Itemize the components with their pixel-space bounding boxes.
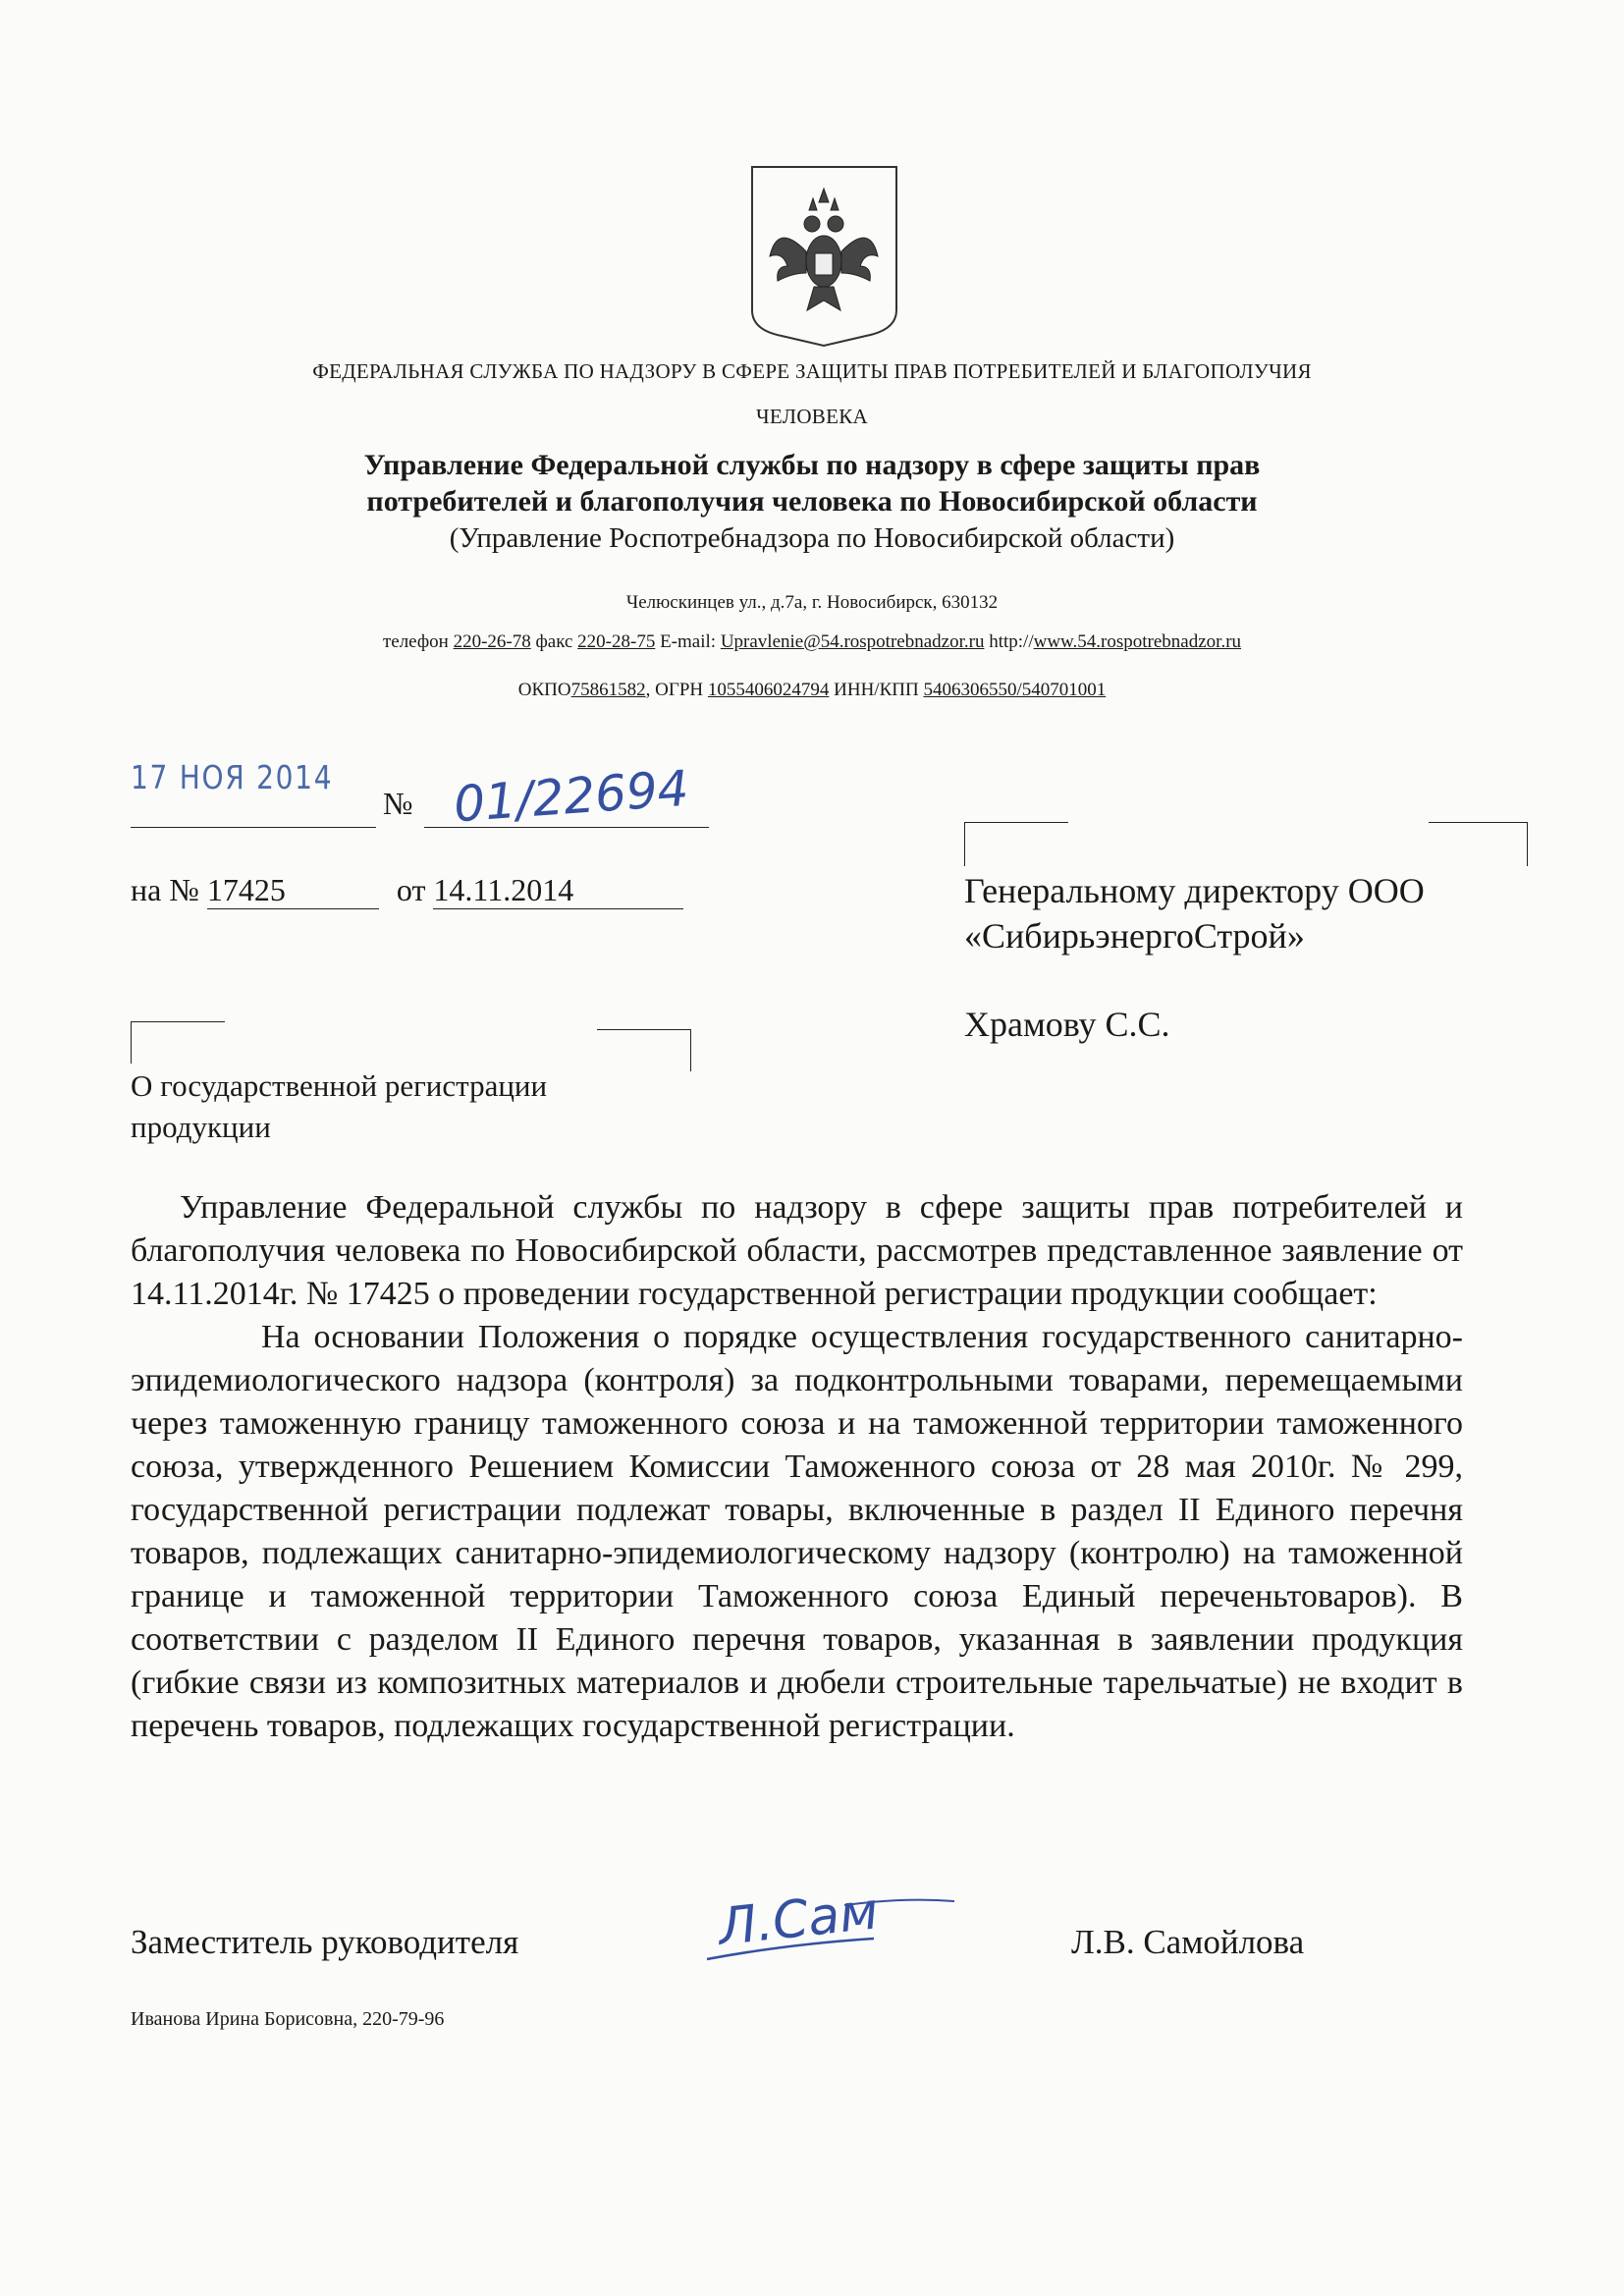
addressee-line1: Генеральному директору ООО: [964, 871, 1425, 910]
department-name-line2: потребителей и благополучия человека по Новосибирской области: [366, 485, 1258, 518]
number-underline: [424, 827, 709, 828]
phone-number: 220-26-78: [453, 631, 531, 652]
subject-corner-left: [131, 1021, 225, 1064]
fax-number: 220-28-75: [577, 631, 656, 652]
reply-number: 17425: [207, 872, 379, 909]
okpo-value: 75861582: [570, 680, 646, 700]
contacts-line: [0, 631, 1624, 653]
inn-label: ИНН/КПП: [834, 680, 919, 700]
body-paragraph-1: Управление Федеральной службы по надзору в сфере защиты прав потребителей и благополучия человека по Новосибирской области, рассмотрев представленное заявление от 14.11.2014г. № 17425 о проведении государственной регистрации продукции сообщает:: [131, 1189, 1463, 1312]
email-link[interactable]: Upravlenie@54.rospotrebnadzor.ru: [720, 631, 985, 652]
reply-date: 14.11.2014: [433, 872, 683, 909]
ogrn-label: , ОГРН: [645, 680, 704, 700]
subject-line2: продукции: [131, 1110, 271, 1144]
letter-body: [131, 1186, 1463, 1748]
number-sign: №: [383, 786, 413, 821]
address: Челюскинцев ул., д.7а, г. Новосибирск, 630132: [625, 592, 999, 613]
inn-value: 5406306550/540701001: [923, 680, 1107, 700]
subject: [131, 1066, 547, 1148]
addressee-name: Храмову С.С.: [964, 1005, 1170, 1044]
subject-line1: О государственной регистрации: [131, 1068, 548, 1103]
addressee-company: «СибирьэнергоСтрой»: [964, 916, 1305, 956]
body-paragraph-2: На основании Положения о порядке осуществления государственного санитарно-эпидемиологического надзора (контроля) за подконтрольными товарами, перемещаемыми через таможенную границу таможенного союза и на таможенной территории таможенного союза, утвержденного Решением Комиссии Таможенного союза от 28 мая 2010г. № 299, государственной регистрации подлежат товары, включенные в раздел II Единого перечня товаров, подлежащих санитарно-эпидемиологическому надзору (контролю) на таможенной границе и таможенной территории Таможенного союза Единый переченьтоваров). В соответствии с разделом II Единого перечня товаров, указанная в заявлении продукция (гибкие связи из композитных материалов и дюбели строительные тарельчатые) не входит в перечень товаров, подлежащих государственной регистрации.: [131, 1319, 1463, 1744]
reply-from-label: от: [396, 872, 426, 907]
reply-to-reference: [131, 872, 683, 909]
date-stamp: 17 НОЯ 2014: [131, 758, 334, 796]
reply-prefix: на №: [131, 872, 199, 907]
addressee-corner-right: [1429, 822, 1528, 866]
svg-text:Л.Сам: Л.Сам: [715, 1882, 882, 1958]
coat-of-arms-emblem: [748, 163, 900, 348]
date-underline: [131, 827, 376, 828]
executor-info: Иванова Ирина Борисовна, 220-79-96: [131, 2008, 445, 2030]
department-name-line1: Управление Федеральной службы по надзору в сфере защиты прав: [363, 449, 1261, 481]
web-label: http://: [989, 631, 1034, 652]
agency-name-line2: ЧЕЛОВЕКА: [755, 405, 868, 428]
email-label: E-mail:: [660, 631, 717, 652]
okpo-label: ОКПО: [517, 680, 571, 700]
website-link[interactable]: www.54.rospotrebnadzor.ru: [1033, 631, 1242, 652]
addressee-corner-left: [964, 822, 1068, 866]
subject-corner-right: [597, 1029, 691, 1071]
outgoing-number-handwritten: 01/22694: [452, 759, 691, 834]
agency-name-line1: ФЕДЕРАЛЬНАЯ СЛУЖБА ПО НАДЗОРУ В СФЕРЕ ЗАЩИТЫ ПРАВ ПОТРЕБИТЕЛЕЙ И БЛАГОПОЛУЧИЯ: [312, 359, 1312, 383]
signatory-name: Л.В. Самойлова: [1071, 1923, 1305, 1961]
ogrn-value: 1055406024794: [707, 680, 830, 700]
fax-label: факс: [535, 631, 573, 652]
signatory-title: Заместитель руководителя: [131, 1923, 519, 1961]
registration-codes: [0, 680, 1624, 701]
handwritten-signature: [697, 1866, 962, 1974]
phone-label: телефон: [382, 631, 449, 652]
department-short-name: (Управление Роспотребнадзора по Новосибирской области): [449, 522, 1175, 554]
